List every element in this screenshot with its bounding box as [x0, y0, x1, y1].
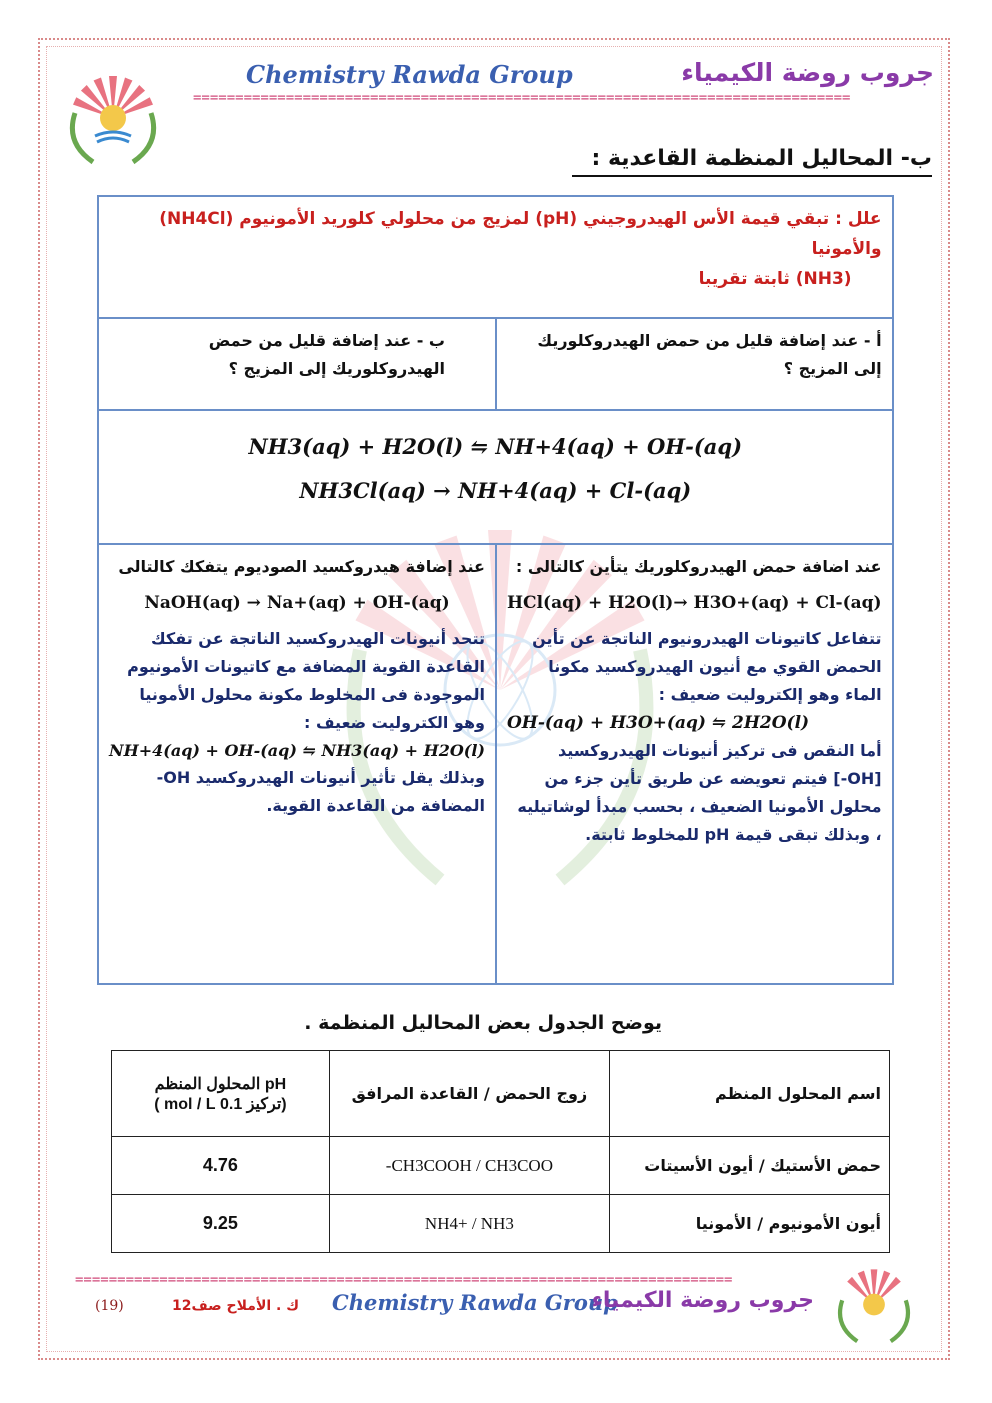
header-divider: ==============================================================================	[193, 90, 851, 106]
acid-conclusion: أما النقص فى تركيز أنيونات الهيدروكسيد [OH-] فيتم تعويضه عن طريق تأين جزء من محلول الأمونيا الضعيف ، بحسب مبدأ لوشاتيليه ، وبذلك تبقى قيمة pH للمخلوط ثابتة.	[517, 741, 882, 844]
hcl-equation: HCl(aq) + H2O(l)→ H3O+(aq) + Cl-(aq)	[506, 593, 882, 613]
page-number: (19)	[95, 1298, 124, 1314]
footer-divider: ==============================================================================	[75, 1272, 733, 1288]
base-intro: عند إضافة هيدروكسيد الصوديوم يتفكك كالتالى	[118, 557, 485, 576]
row-2-ph: 9.25	[112, 1195, 330, 1253]
base-explanation: تتحد أنيونات الهيدروكسيد الناتجة عن تفكك القاعدة القوية المضافة مع كاتيونات الأمونيوم الموجودة فى المخلوط مكونة محلول الأمونيا وهو الكتروليت ضعيف :	[127, 629, 485, 732]
header-ph-concentration: (تركيز 0.1 mol / L )	[154, 1095, 287, 1113]
header-en-title: Chemistry Rawda Group	[246, 60, 573, 89]
case-a-text: أ - عند إضافة قليل من حمض الهيدروكلوريك إلى المزيج ؟	[537, 331, 882, 378]
question-cell	[98, 196, 893, 318]
acid-intro: عند اضافة حمض الهيدروكلوريك يتأين كالتالى :	[515, 557, 882, 576]
logo-icon	[58, 60, 168, 170]
case-b-cell	[98, 318, 496, 410]
header-solution-name: اسم المحلول المنظم	[609, 1051, 889, 1137]
buffer-examples-table	[111, 1050, 890, 1253]
row-1-pair: CH3COOH / CH3COO-	[329, 1137, 609, 1195]
ammonium-hydroxide-equation: NH+4(aq) + OH-(aq) ⇋ NH3(aq) + H2O(l)	[109, 741, 485, 760]
row-2-pair: NH4+ / NH3	[329, 1195, 609, 1253]
table-row	[112, 1137, 890, 1195]
question-text: علل : تبقي قيمة الأس الهيدروجيني (pH) لمزيج من محلولي كلوريد الأمونيوم (NH4Cl) والأمونيا	[159, 209, 882, 259]
base-conclusion: وبذلك يقل تأثير أنيونات الهيدروكسيد OH- المضافة من القاعدة القوية.	[156, 768, 485, 815]
question-text-2: (NH3) ثابتة تقريبا	[698, 268, 852, 289]
row-1-ph: 4.76	[112, 1137, 330, 1195]
case-a-cell	[496, 318, 893, 410]
equations-cell	[98, 410, 893, 544]
case-b-text: ب - عند إضافة قليل من حمض الهيدروكلوريك إلى المزيج ؟	[208, 331, 445, 378]
table-caption: يوضح الجدول بعض المحاليل المنظمة .	[304, 1012, 662, 1034]
footer-logo-icon	[828, 1256, 920, 1348]
acid-addition-cell	[496, 544, 893, 984]
neutralization-equation: OH-(aq) + H3O+(aq) ⇋ 2H2O(l)	[506, 713, 810, 733]
ammonia-equilibrium-equation: NH3(aq) + H2O(l) ⇋ NH+4(aq) + OH-(aq)	[248, 434, 743, 459]
footer-ar-title: جروب روضة الكيمياء	[591, 1288, 814, 1313]
table-row	[112, 1195, 890, 1253]
ammonium-chloride-equation: NH3Cl(aq) → NH+4(aq) + Cl-(aq)	[299, 478, 692, 504]
footer-en-title: Chemistry Rawda Group	[332, 1290, 618, 1315]
row-2-name: أيون الأمونيوم / الأمونيا	[609, 1195, 889, 1253]
base-addition-cell	[98, 544, 496, 984]
row-1-name: حمض الأستيك / أيون الأسيتات	[609, 1137, 889, 1195]
lesson-label: ك . الأملاح صف12	[172, 1298, 300, 1314]
header-ph	[112, 1051, 330, 1137]
header-acid-base-pair: زوج الحمض / القاعدة المرافق	[329, 1051, 609, 1137]
acid-explanation: تتفاعل كاتيونات الهيدرونيوم الناتجة عن تأين الحمض القوي مع أنيون الهيدروكسيد مكونا الماء وهو إلكتروليت ضعيف :	[532, 629, 882, 704]
naoh-equation: NaOH(aq) → Na+(aq) + OH-(aq)	[144, 593, 450, 613]
header-ar-title: جروب روضة الكيمياء	[681, 58, 934, 87]
buffer-explanation-table	[97, 195, 894, 985]
section-title: ب- المحاليل المنظمة القاعدية :	[572, 146, 932, 177]
header-ph-label: pH المحلول المنظم	[154, 1075, 287, 1093]
